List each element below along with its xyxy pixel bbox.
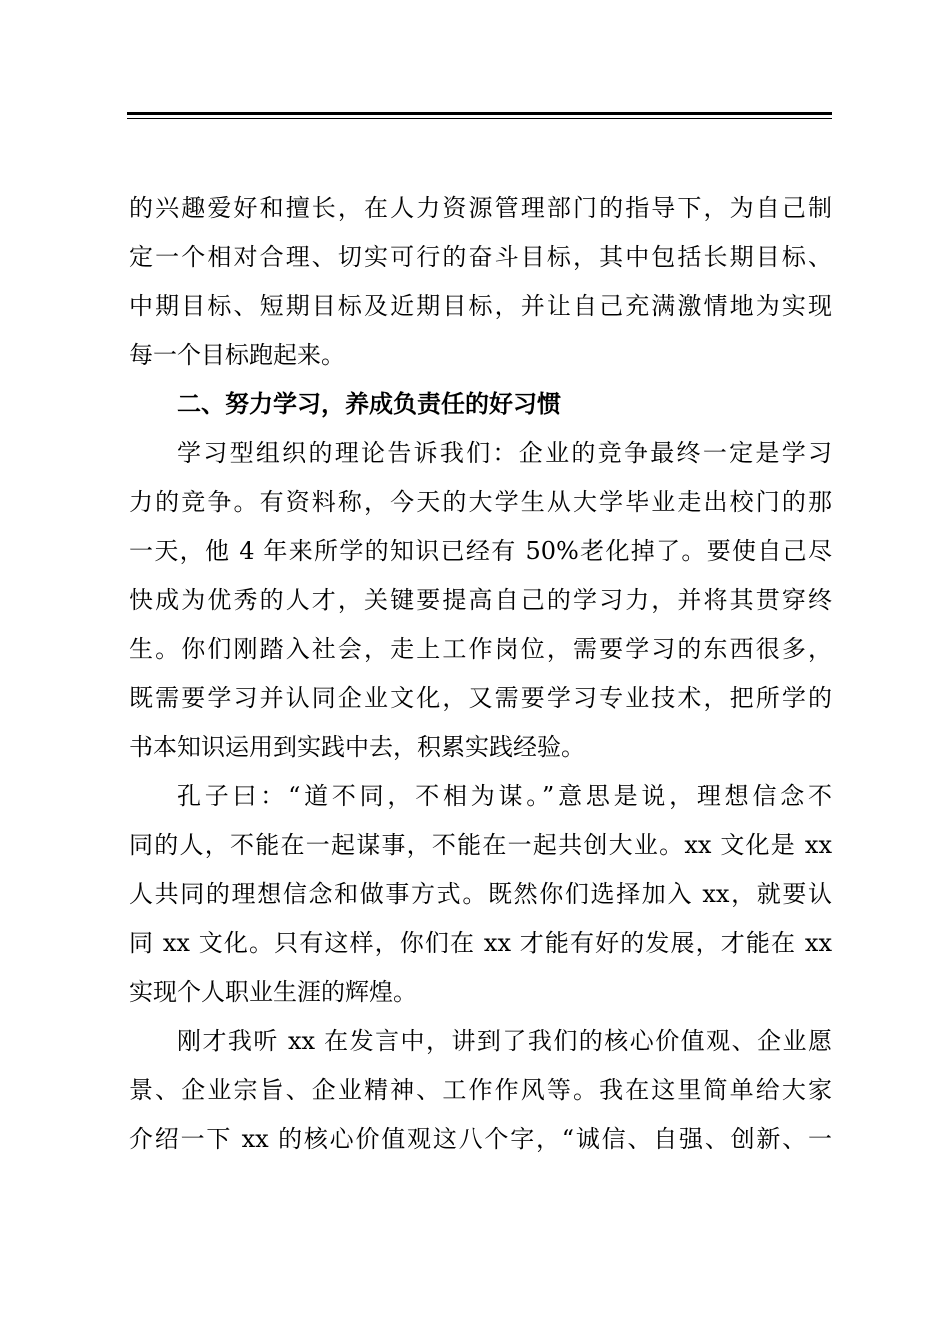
text-line: 刚才我听 xx 在发言中，讲到了我们的核心价值观、企业愿	[177, 1027, 832, 1055]
text-line: 实现个人职业生涯的辉煌。	[129, 978, 417, 1006]
document-body	[129, 184, 832, 1164]
text-line: 既需要学习并认同企业文化，又需要学习专业技术，把所学的	[129, 684, 832, 712]
header-rule	[127, 0, 832, 112]
text-line: 中期目标、短期目标及近期目标，并让自己充满激情地为实现	[129, 292, 832, 320]
text-line: 学习型组织的理论告诉我们：企业的竞争最终一定是学习	[177, 439, 832, 467]
text-line: 同 xx 文化。只有这样，你们在 xx 才能有好的发展，才能在 xx	[129, 929, 832, 957]
text-line: 力的竞争。有资料称，今天的大学生从大学毕业走出校门的那	[129, 488, 832, 516]
text-line: 每一个目标跑起来。	[129, 341, 345, 369]
header-rule-thin-line	[127, 118, 832, 119]
text-line: 快成为优秀的人才，关键要提高自己的学习力，并将其贯穿终	[129, 586, 832, 614]
text-line: 一天，他 4 年来所学的知识已经有 50%老化掉了。要使自己尽	[129, 537, 832, 565]
text-line: 介绍一下 xx 的核心价值观这八个字，“诚信、自强、创新、一	[129, 1125, 832, 1153]
text-line: 孔子曰：“道不同，不相为谋。”意思是说，理想信念不	[177, 782, 832, 810]
text-line: 生。你们刚踏入社会，走上工作岗位，需要学习的东西很多，	[129, 635, 832, 663]
header-rule-thick-line	[127, 112, 832, 115]
text-line: 书本知识运用到实践中去，积累实践经验。	[129, 733, 585, 761]
text-line: 的兴趣爱好和擅长，在人力资源管理部门的指导下，为自己制	[129, 194, 832, 222]
text-line: 定一个相对合理、切实可行的奋斗目标，其中包括长期目标、	[129, 243, 832, 271]
section-heading: 二、努力学习，养成负责任的好习惯	[177, 390, 561, 418]
text-line: 人共同的理想信念和做事方式。既然你们选择加入 xx，就要认	[129, 880, 832, 908]
text-line: 景、企业宗旨、企业精神、工作作风等。我在这里简单给大家	[129, 1076, 832, 1104]
text-line: 同的人，不能在一起谋事，不能在一起共创大业。xx 文化是 xx	[129, 831, 832, 859]
